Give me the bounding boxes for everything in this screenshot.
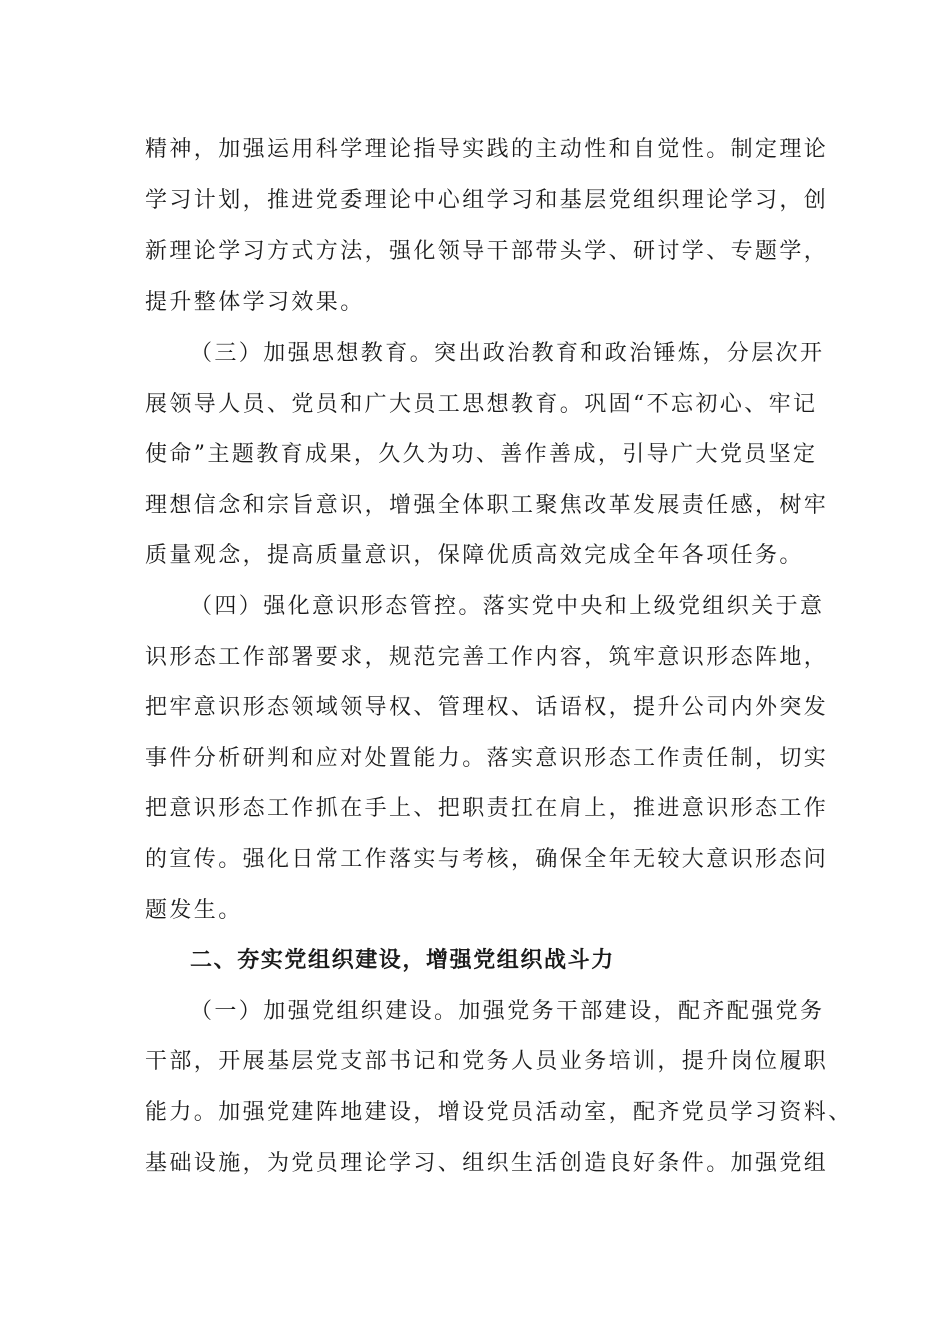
paragraph-line: 理想信念和宗旨意识，增强全体职工聚焦改革发展责任感，树牢 xyxy=(145,493,829,518)
paragraph-line: 干部，开展基层党支部书记和党务人员业务培训，提升岗位履职 xyxy=(145,1049,829,1074)
paragraph-line: 展领导人员、党员和广大员工思想教育。巩固“不忘初心、牢记 xyxy=(145,392,818,417)
paragraph-line: 能力。加强党建阵地建设，增设党员活动室，配齐党员学习资料、 xyxy=(145,1100,853,1125)
paragraph-line: （一）加强党组织建设。加强党务干部建设，配齐配强党务 xyxy=(190,999,825,1024)
paragraph-line: 精神，加强运用科学理论指导实践的主动性和自觉性。制定理论 xyxy=(145,137,829,162)
paragraph-line: 把意识形态工作抓在手上、把职责扛在肩上，推进意识形态工作 xyxy=(145,796,829,821)
paragraph-line: 新理论学习方式方法，强化领导干部带头学、研讨学、专题学， xyxy=(145,239,829,264)
paragraph-line: 识形态工作部署要求，规范完善工作内容，筑牢意识形态阵地， xyxy=(145,645,829,670)
paragraph-line: 的宣传。强化日常工作落实与考核，确保全年无较大意识形态问 xyxy=(145,847,829,872)
paragraph-line: 质量观念，提高质量意识，保障优质高效完成全年各项任务。 xyxy=(145,543,804,568)
paragraph-line: 使命”主题教育成果，久久为功、善作善成，引导广大党员坚定 xyxy=(145,442,818,467)
paragraph-line: 基础设施，为党员理论学习、组织生活创造良好条件。加强党组 xyxy=(145,1151,829,1176)
paragraph-line: 提升整体学习效果。 xyxy=(145,290,365,315)
paragraph-line: （三）加强思想教育。突出政治教育和政治锤炼，分层次开 xyxy=(190,341,825,366)
section-heading: 二、夯实党组织建设，增强党组织战斗力 xyxy=(190,948,615,973)
paragraph-line: 题发生。 xyxy=(145,898,243,923)
paragraph-line: 事件分析研判和应对处置能力。落实意识形态工作责任制，切实 xyxy=(145,746,829,771)
paragraph-line: 学习计划，推进党委理论中心组学习和基层党组织理论学习，创 xyxy=(145,188,829,213)
paragraph-line: 把牢意识形态领域领导权、管理权、话语权，提升公司内外突发 xyxy=(145,695,829,720)
paragraph-line: （四）强化意识形态管控。落实党中央和上级党组织关于意 xyxy=(190,594,825,619)
